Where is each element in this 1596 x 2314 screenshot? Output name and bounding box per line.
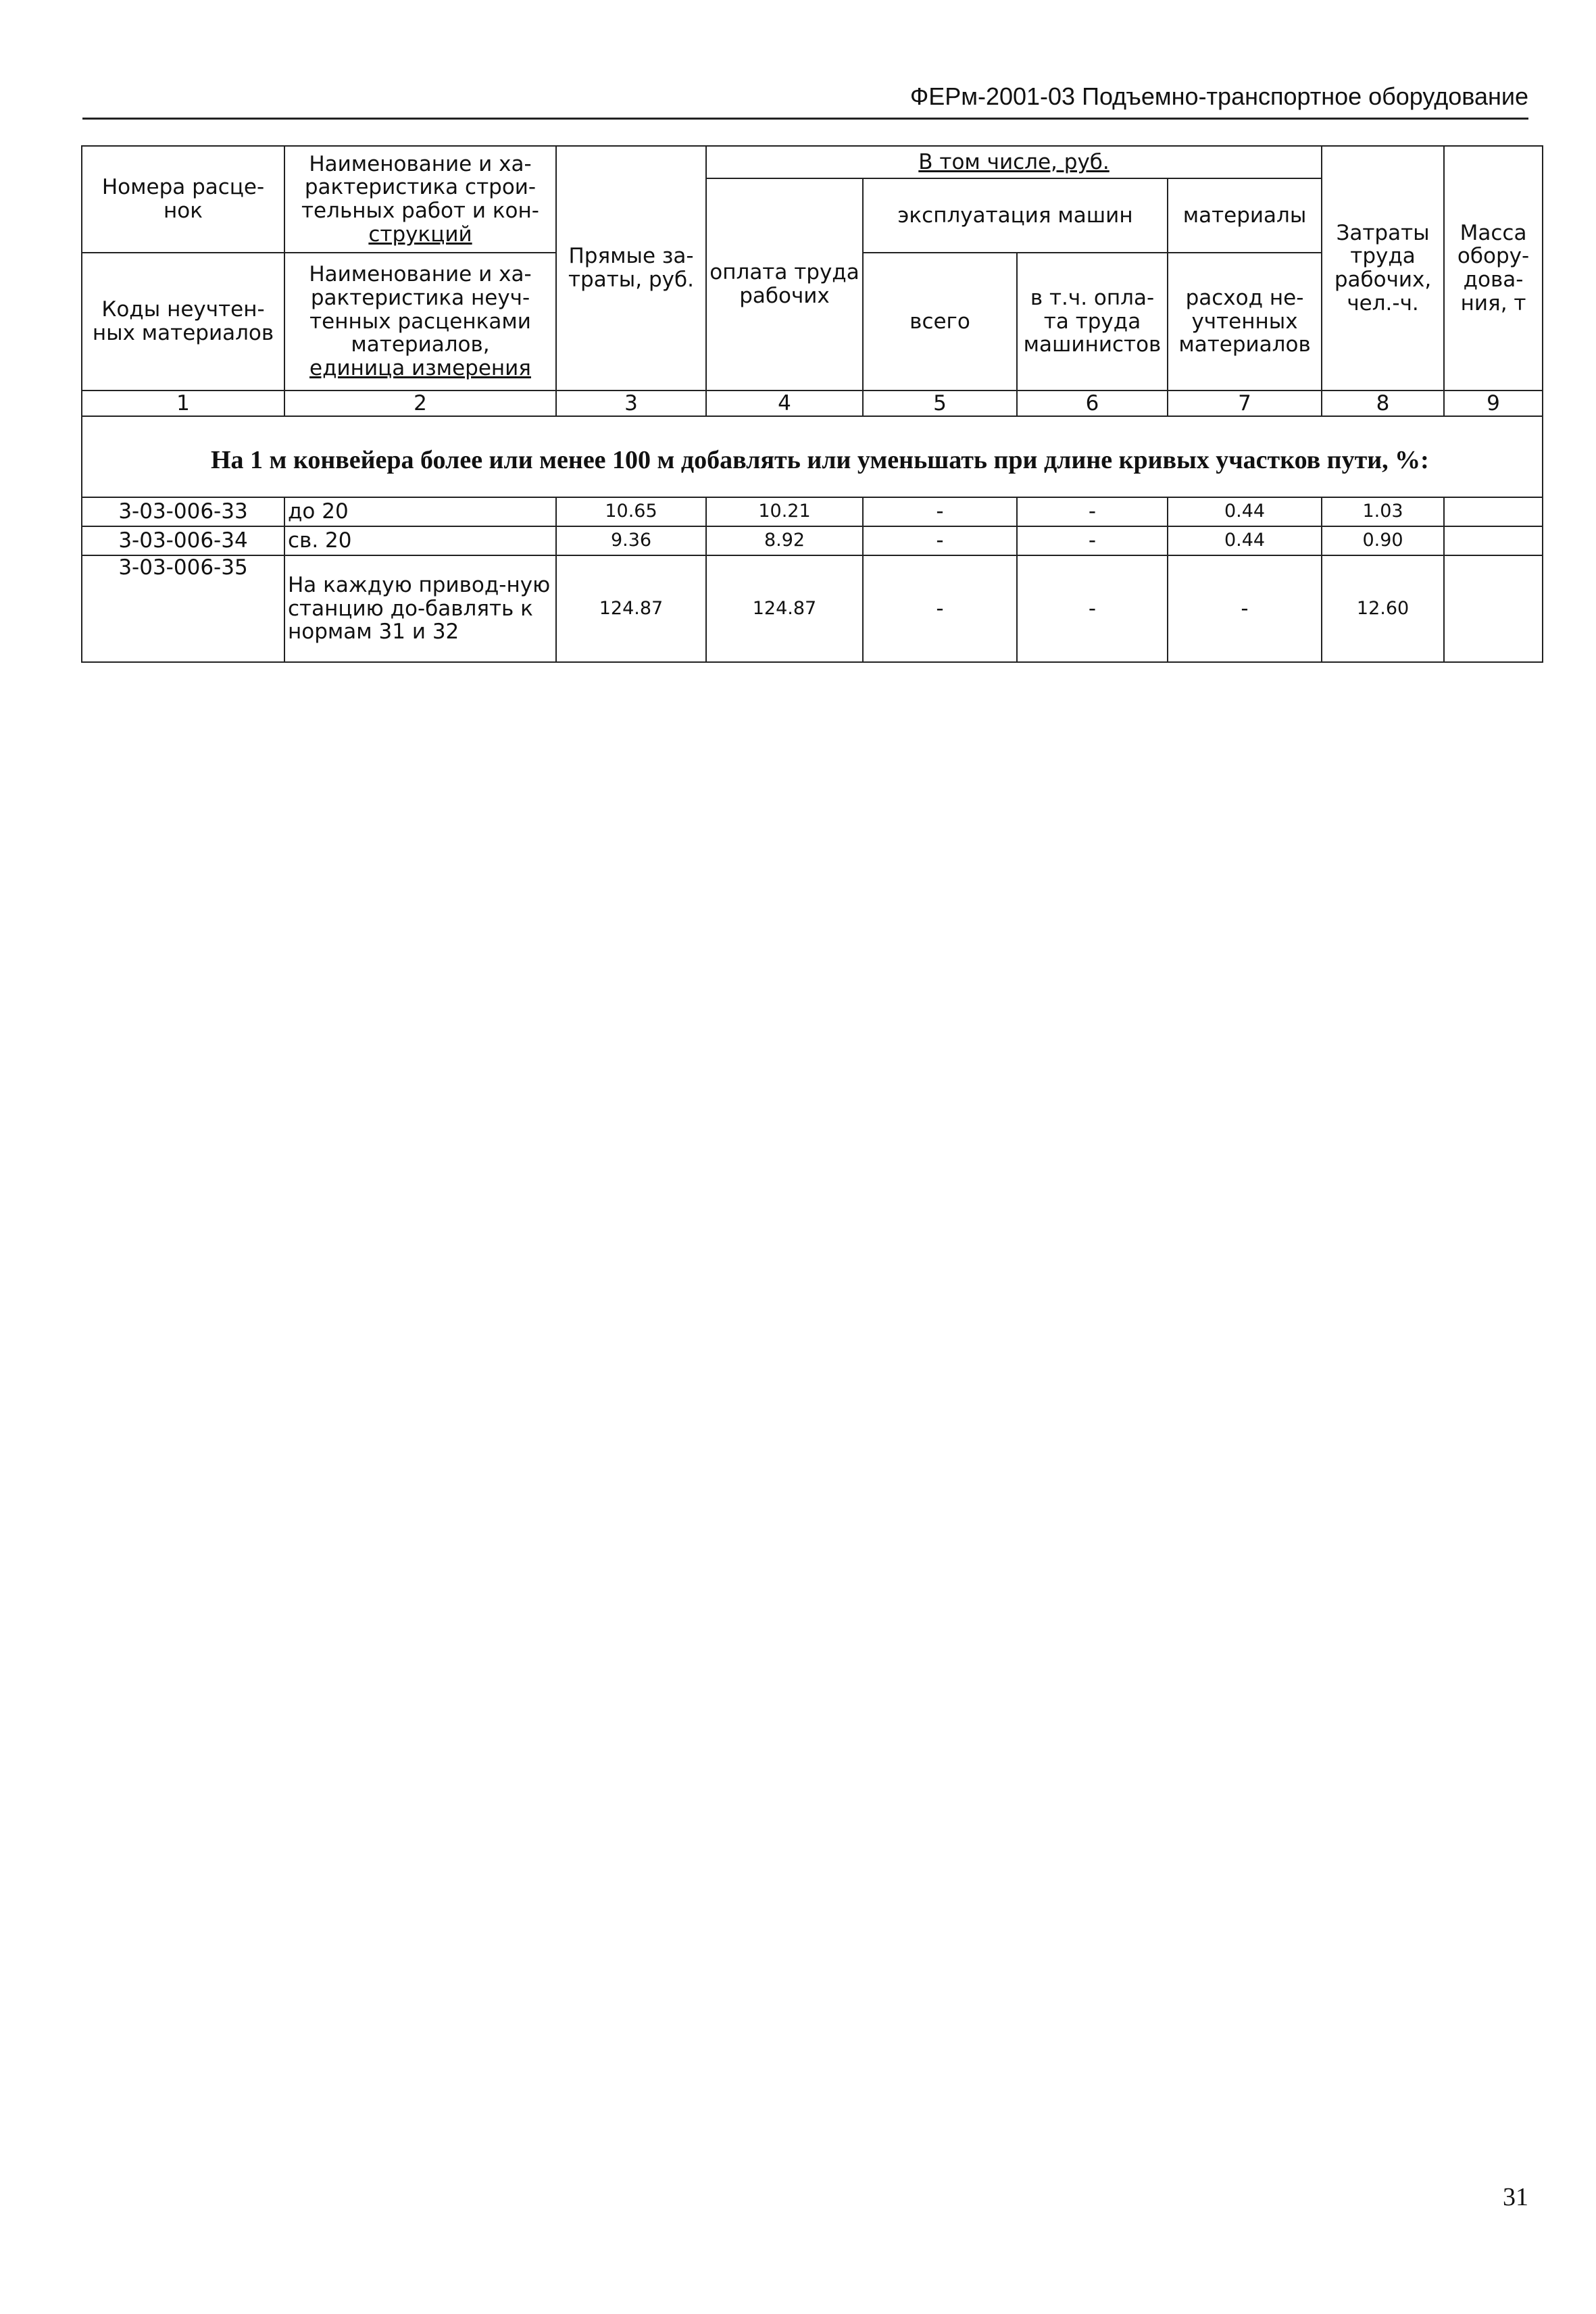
machines-total: -	[863, 526, 1017, 555]
header-work-name-last: струкций	[368, 222, 472, 247]
header-unaccounted-name-last: единица измерения	[309, 356, 531, 381]
work-name: св. 20	[284, 526, 556, 555]
table-row	[82, 555, 1543, 662]
section-title: На 1 м конвейера более или менее 100 м добавлять или уменьшать при длине кривых участков пути, %:	[82, 416, 1543, 497]
labor-hours: 0.90	[1322, 526, 1444, 555]
labor-hours: 12.60	[1322, 555, 1444, 662]
running-header: ФЕРм-2001-03 Подъемно-транспортное оборудование	[82, 82, 1528, 120]
column-number: 3	[556, 391, 706, 416]
machinist-pay: -	[1017, 526, 1168, 555]
column-number: 7	[1168, 391, 1322, 416]
column-number: 4	[706, 391, 863, 416]
header-unaccounted-name-text: Наименование и ха-рактеристика неуч-тенных расценками материалов,	[309, 262, 532, 357]
header-unaccounted-codes: Коды неучтен-ных материалов	[82, 253, 284, 391]
column-numbers-row	[82, 391, 1543, 416]
labor-hours: 1.03	[1322, 497, 1444, 526]
work-name: до 20	[284, 497, 556, 526]
equipment-mass	[1444, 526, 1543, 555]
table-row	[82, 497, 1543, 526]
header-direct-costs: Прямые за-траты, руб.	[556, 146, 706, 391]
header-including: В том числе, руб.	[706, 146, 1322, 178]
header-unaccounted-materials: расход не-учтенных материалов	[1168, 253, 1322, 391]
machines-total: -	[863, 555, 1017, 662]
header-materials: материалы	[1168, 178, 1322, 253]
worker-pay: 8.92	[706, 526, 863, 555]
materials-cost: 0.44	[1168, 497, 1322, 526]
equipment-mass	[1444, 497, 1543, 526]
header-work-name	[284, 146, 556, 253]
rate-code: 3-03-006-35	[82, 555, 284, 662]
header-labor-hours: Затраты труда рабочих, чел.-ч.	[1322, 146, 1444, 391]
rate-code: 3-03-006-33	[82, 497, 284, 526]
table-row	[82, 526, 1543, 555]
worker-pay: 10.21	[706, 497, 863, 526]
header-worker-pay: оплата труда рабочих	[706, 178, 863, 391]
header-equipment-mass: Масса обору-дова-ния, т	[1444, 146, 1543, 391]
norms-table	[81, 145, 1543, 663]
header-unaccounted-name	[284, 253, 556, 391]
direct-costs: 124.87	[556, 555, 706, 662]
column-number: 6	[1017, 391, 1168, 416]
materials-cost: 0.44	[1168, 526, 1322, 555]
machinist-pay: -	[1017, 555, 1168, 662]
header-machines-total: всего	[863, 253, 1017, 391]
column-number: 2	[284, 391, 556, 416]
rate-code: 3-03-006-34	[82, 526, 284, 555]
column-number: 1	[82, 391, 284, 416]
header-rate-numbers: Номера расце-нок	[82, 146, 284, 253]
page-number: 31	[1503, 2183, 1528, 2211]
column-number: 8	[1322, 391, 1444, 416]
header-machinist-pay: в т.ч. опла-та труда машинистов	[1017, 253, 1168, 391]
direct-costs: 10.65	[556, 497, 706, 526]
equipment-mass	[1444, 555, 1543, 662]
column-number: 5	[863, 391, 1017, 416]
header-machine-operation: эксплуатация машин	[863, 178, 1168, 253]
machinist-pay: -	[1017, 497, 1168, 526]
header-work-name-text: Наименование и ха-рактеристика строи-тельных работ и кон-	[301, 151, 539, 223]
column-number: 9	[1444, 391, 1543, 416]
work-name: На каждую привод-ную станцию до-бавлять к нормам 31 и 32	[284, 555, 556, 662]
materials-cost: -	[1168, 555, 1322, 662]
direct-costs: 9.36	[556, 526, 706, 555]
machines-total: -	[863, 497, 1017, 526]
worker-pay: 124.87	[706, 555, 863, 662]
